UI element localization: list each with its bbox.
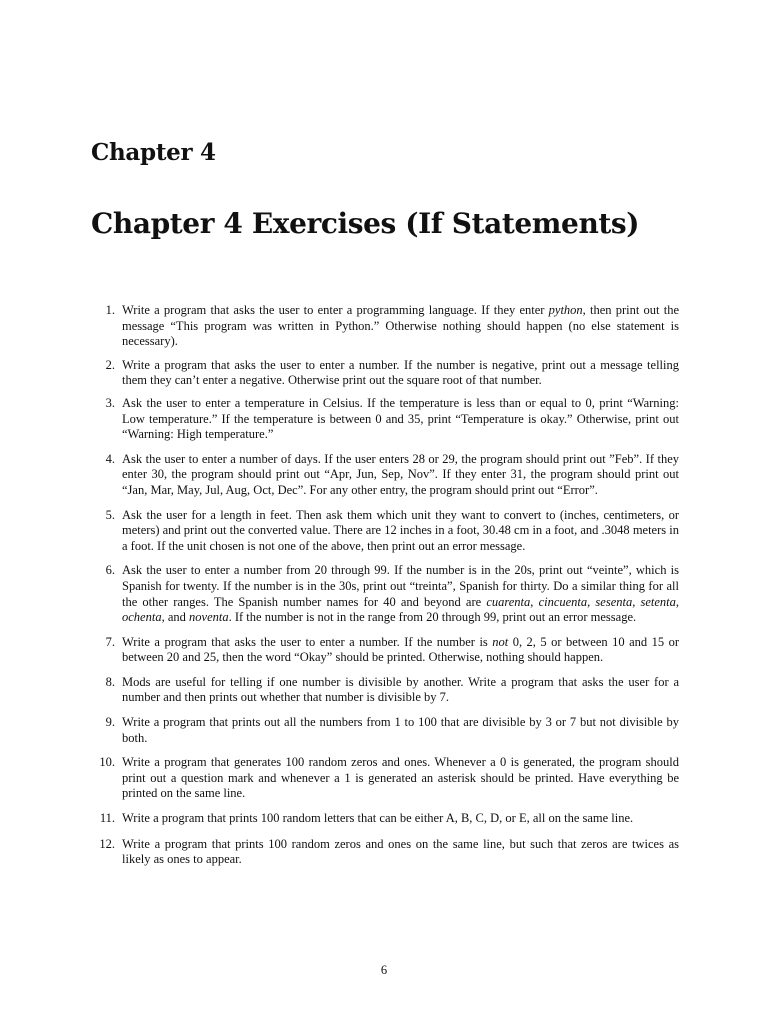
- exercise-text: Ask the user for a length in feet. Then ask them which unit they want to convert to (inches, centimeters, or meters) and print out the converted value. There are 12 inches in a foot, 30.48 cm in a foot, and .3048 meters in a foot. If the unit chosen is not one of the above, then print out an error message.: [122, 507, 679, 553]
- exercise-item: [91, 675, 679, 706]
- exercise-text: Ask the user to enter a temperature in Celsius. If the temperature is less than or equal to 0, print “Warning: Low temperature.” If the temperature is between 0 and 35, print “Temperature is okay.” Otherwise, print out “Warning: High temperature.”: [122, 395, 679, 442]
- exercise-text: Write a program that prints out all the numbers from 1 to 100 that are divisible by 3 or 7 but not divisible by both.: [122, 715, 679, 745]
- exercise-number: 12.: [99, 836, 115, 851]
- exercise-text: Ask the user to enter a number from 20 through 99. If the number is in the 20s, print out “veinte”, which is Spanish for twenty. If the number is in the 30s, print out “treinta”, Spanish for thirty. Do a similar thing for all the other ranges. The Spanish number names for 40 and beyond are cuarenta, cincuenta, sesenta, setenta, ochenta, and noventa. If the number is not in the range from 20 through 99, print out an error message.: [122, 563, 680, 625]
- exercise-number: 10.: [99, 755, 115, 770]
- exercise-number: 5.: [105, 507, 115, 522]
- exercise-number: 6.: [105, 563, 115, 578]
- exercise-text: Write a program that prints 100 random letters that can be either A, B, C, D, or E, all on the same line.: [122, 811, 634, 826]
- exercise-item: [91, 396, 679, 443]
- exercise-item: [91, 811, 679, 827]
- exercise-text: Mods are useful for telling if one number is divisible by another. Write a program that asks the user for a number and then prints out whether that number is divisible by 7.: [122, 674, 679, 705]
- exercise-item: [91, 303, 679, 350]
- exercise-text: Write a program that generates 100 random zeros and ones. Whenever a 0 is generated, the program should print out a question mark and whenever a 1 is generated an asterisk should be printed. Have everything be printed on the same line.: [122, 755, 679, 801]
- exercise-item: [91, 635, 679, 666]
- exercise-text: Write a program that asks the user to enter a number. If the number is negative, print out a message telling them they can’t enter a negative. Otherwise print out the square root of that number.: [122, 357, 679, 388]
- exercise-number: 11.: [99, 811, 115, 826]
- exercise-item: [91, 715, 679, 746]
- chapter-title: Chapter 4 Exercises (If Statements): [91, 207, 640, 240]
- exercise-number: 9.: [105, 715, 115, 730]
- chapter-label: Chapter 4: [91, 139, 216, 166]
- exercise-number: 4.: [105, 451, 115, 466]
- page-number: 6: [380, 963, 388, 977]
- exercise-item: [91, 837, 679, 868]
- exercise-item: [91, 563, 679, 625]
- exercise-list: [91, 303, 679, 868]
- exercise-item: [91, 508, 679, 555]
- exercise-text: Write a program that asks the user to enter a number. If the number is not 0, 2, 5 or between 10 and 15 or between 20 and 25, then the word “Okay” should be printed. Otherwise, nothing should happen.: [122, 634, 679, 665]
- exercise-number: 2.: [105, 357, 115, 372]
- exercise-item: [91, 452, 679, 499]
- exercise-item: [91, 358, 679, 389]
- exercise-item: [91, 755, 679, 802]
- exercise-text: Write a program that prints 100 random zeros and ones on the same line, but such that zeros are twices as likely as ones to appear.: [122, 836, 679, 867]
- exercise-number: 3.: [105, 395, 115, 410]
- exercise-number: 7.: [105, 634, 115, 649]
- exercise-number: 8.: [105, 674, 115, 689]
- exercise-number: 1.: [105, 303, 115, 317]
- exercise-text: Ask the user to enter a number of days. If the user enters 28 or 29, the program should print out ”Feb”. If they enter 30, the program should print out “Apr, Jun, Sep, Nov”. If they enter 31, the program should print out “Jan, Mar, May, Jul, Aug, Oct, Dec”. For any other entry, the program should print out “Error”.: [122, 451, 679, 497]
- exercise-text: Write a program that asks the user to enter a programming language. If they enter python, then print out the message “This program was written in Python.” Otherwise nothing should happen (no else statement is necessary).: [122, 303, 679, 349]
